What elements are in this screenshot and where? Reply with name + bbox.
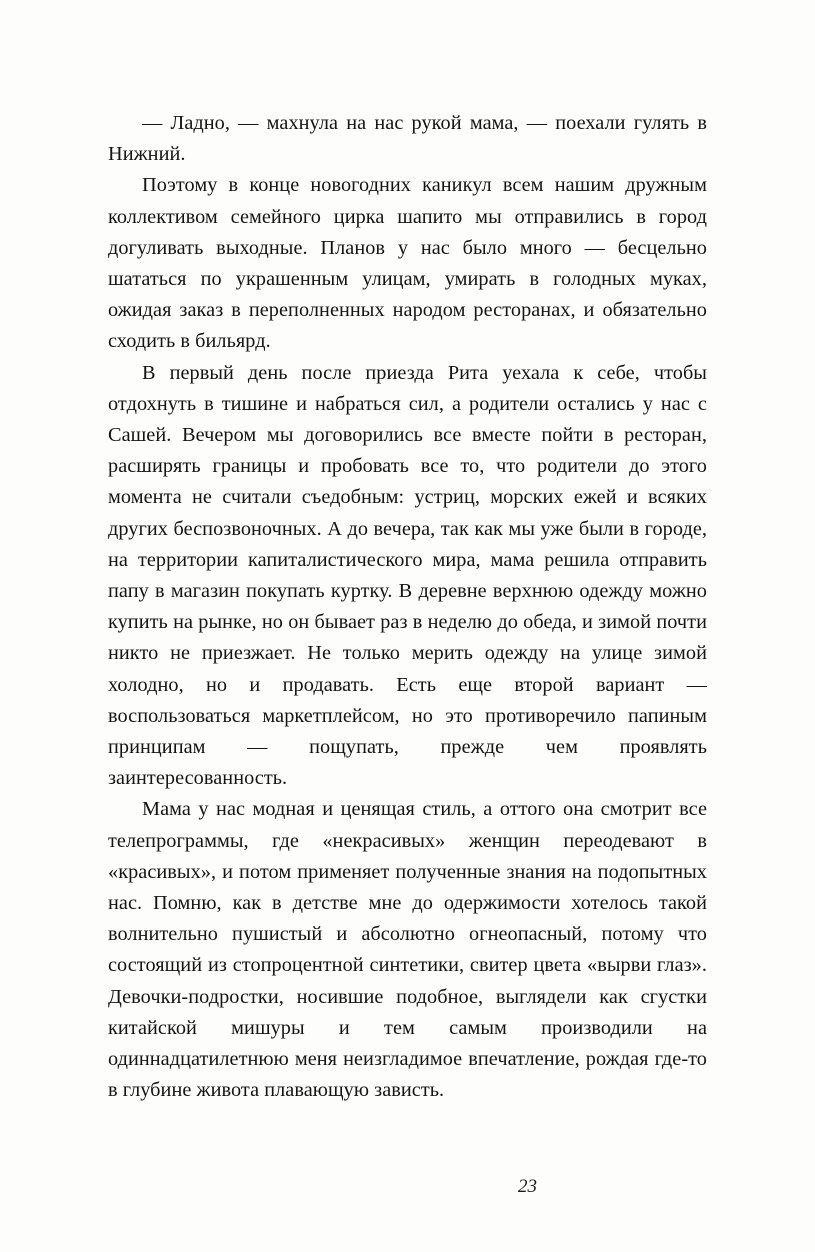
- paragraph-dialogue: — Ладно, — махнула на нас рукой мама, — поехали гулять в Нижний.: [108, 112, 707, 166]
- paragraph-3: В первый день после приезда Рита уехала к себе, чтобы отдохнуть в тишине и набраться сил, а родители остались у нас с Сашей. Вечером мы договорились все вместе пойти в ресторан, расширять границы и пробовать все то, что родители до этого момента не считали съедобным: устриц, морских ежей и всяких других беспозвоночных. А до вечера, так как мы уже были в городе, на территории капиталистического мира, мама решила отправить папу в магазин покупать куртку. В деревне верхнюю одежду можно купить на рынке, но он бывает раз в неделю до обеда, и зимой почти никто не приезжает. Не только мерить одежду на улице зимой холодно, но и продавать. Есть еще второй вариант — воспользоваться маркетплейсом, но это противоречило папиным принципам — пощупать, прежде чем проявлять заинтересованность.: [108, 361, 707, 790]
- paragraph-2: Поэтому в конце новогодних каникул всем нашим дружным коллективом семейного цирка шапито мы отправились в город догуливать выходные. Планов у нас было много — бесцельно шататься по украшенным улицам, умирать в голодных муках, ожидая заказ в переполненных народом ресторанах, и обязательно сходить в бильярд.: [108, 174, 707, 353]
- page-body: [108, 108, 707, 1107]
- page-number: 23: [518, 1176, 537, 1197]
- paragraph-4: Мама у нас модная и ценящая стиль, а оттого она смотрит все телепрограммы, где «некрасивых» женщин переодевают в «красивых», и потом применяет полученные знания на подопытных нас. Помню, как в детстве мне до одержимости хотелось такой волнительно пушистый и абсолютно огнеопасный, потому что состоящий из стопроцентной синтетики, свитер цвета «вырви глаз». Девочки-подростки, носившие подобное, выглядели как сгустки китайской мишуры и тем самым производили на одиннадцатилетнюю меня неизгладимое впечатление, рождая где-то в глубине живота плавающую зависть.: [108, 798, 707, 1102]
